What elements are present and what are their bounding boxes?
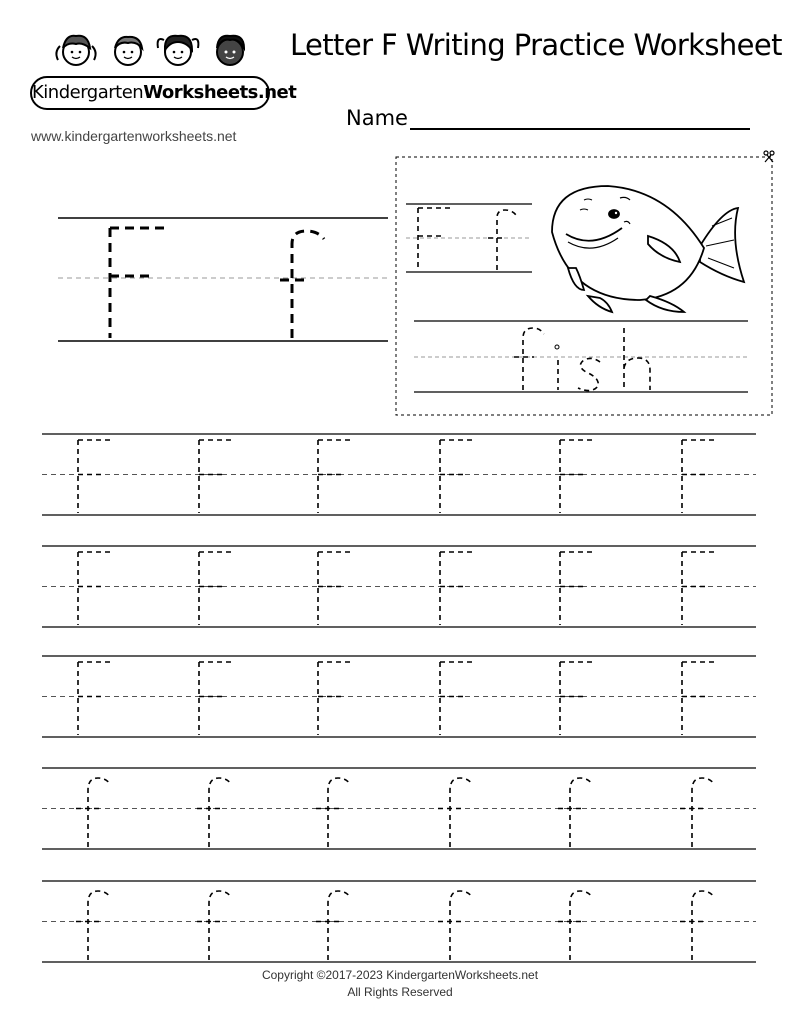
practice-row[interactable]: [42, 546, 756, 627]
trace-lowercase-f: [76, 891, 110, 960]
trace-uppercase-f: [440, 440, 476, 513]
fish-i-dot: [555, 345, 559, 349]
card-letters-ff: [418, 208, 516, 270]
trace-uppercase-f: [78, 552, 114, 625]
trace-uppercase-f: [318, 440, 354, 513]
trace-uppercase-f: [78, 440, 114, 513]
trace-lowercase-f: [558, 778, 592, 847]
fish-word-card: [396, 151, 774, 415]
trace-lowercase-f: [438, 778, 472, 847]
example-guide-lines: [58, 218, 388, 341]
trace-lowercase-f: [76, 778, 110, 847]
trace-uppercase-f: [199, 662, 235, 735]
practice-row[interactable]: [42, 881, 756, 962]
fish-illustration: [552, 186, 744, 312]
trace-lowercase-f: [316, 778, 350, 847]
trace-uppercase-f: [682, 662, 718, 735]
practice-row[interactable]: [42, 656, 756, 737]
trace-uppercase-f: [682, 552, 718, 625]
trace-uppercase-f: [199, 440, 235, 513]
logo-wordmark-part1: Kindergarten: [32, 82, 144, 103]
trace-uppercase-f: [440, 552, 476, 625]
example-large-uppercase-f: [110, 228, 170, 338]
practice-row[interactable]: [42, 768, 756, 849]
trace-lowercase-f: [438, 891, 472, 960]
trace-lowercase-f: [316, 891, 350, 960]
trace-uppercase-f: [78, 662, 114, 735]
trace-uppercase-f: [560, 552, 596, 625]
trace-uppercase-f: [682, 440, 718, 513]
logo-wordmark-part2: Worksheets.net: [143, 82, 297, 103]
example-large-lowercase-f: [280, 231, 324, 338]
name-label: Name: [346, 106, 408, 130]
trace-lowercase-f: [197, 891, 231, 960]
trace-lowercase-f: [680, 891, 714, 960]
trace-lowercase-f: [680, 778, 714, 847]
card-word-fish: [514, 328, 650, 391]
trace-uppercase-f: [560, 440, 596, 513]
practice-rows: [42, 434, 756, 962]
trace-uppercase-f: [560, 662, 596, 735]
trace-uppercase-f: [199, 552, 235, 625]
trace-uppercase-f: [318, 552, 354, 625]
trace-uppercase-f: [440, 662, 476, 735]
trace-lowercase-f: [197, 778, 231, 847]
rights-text: All Rights Reserved: [347, 985, 453, 999]
practice-row[interactable]: [42, 434, 756, 515]
trace-lowercase-f: [558, 891, 592, 960]
copyright-text: Copyright ©2017-2023 KindergartenWorksheets.net: [261, 968, 539, 982]
worksheet-title: Letter F Writing Practice Worksheet: [290, 28, 782, 62]
website-url[interactable]: www.kindergartenworksheets.net: [31, 128, 237, 144]
trace-uppercase-f: [318, 662, 354, 735]
